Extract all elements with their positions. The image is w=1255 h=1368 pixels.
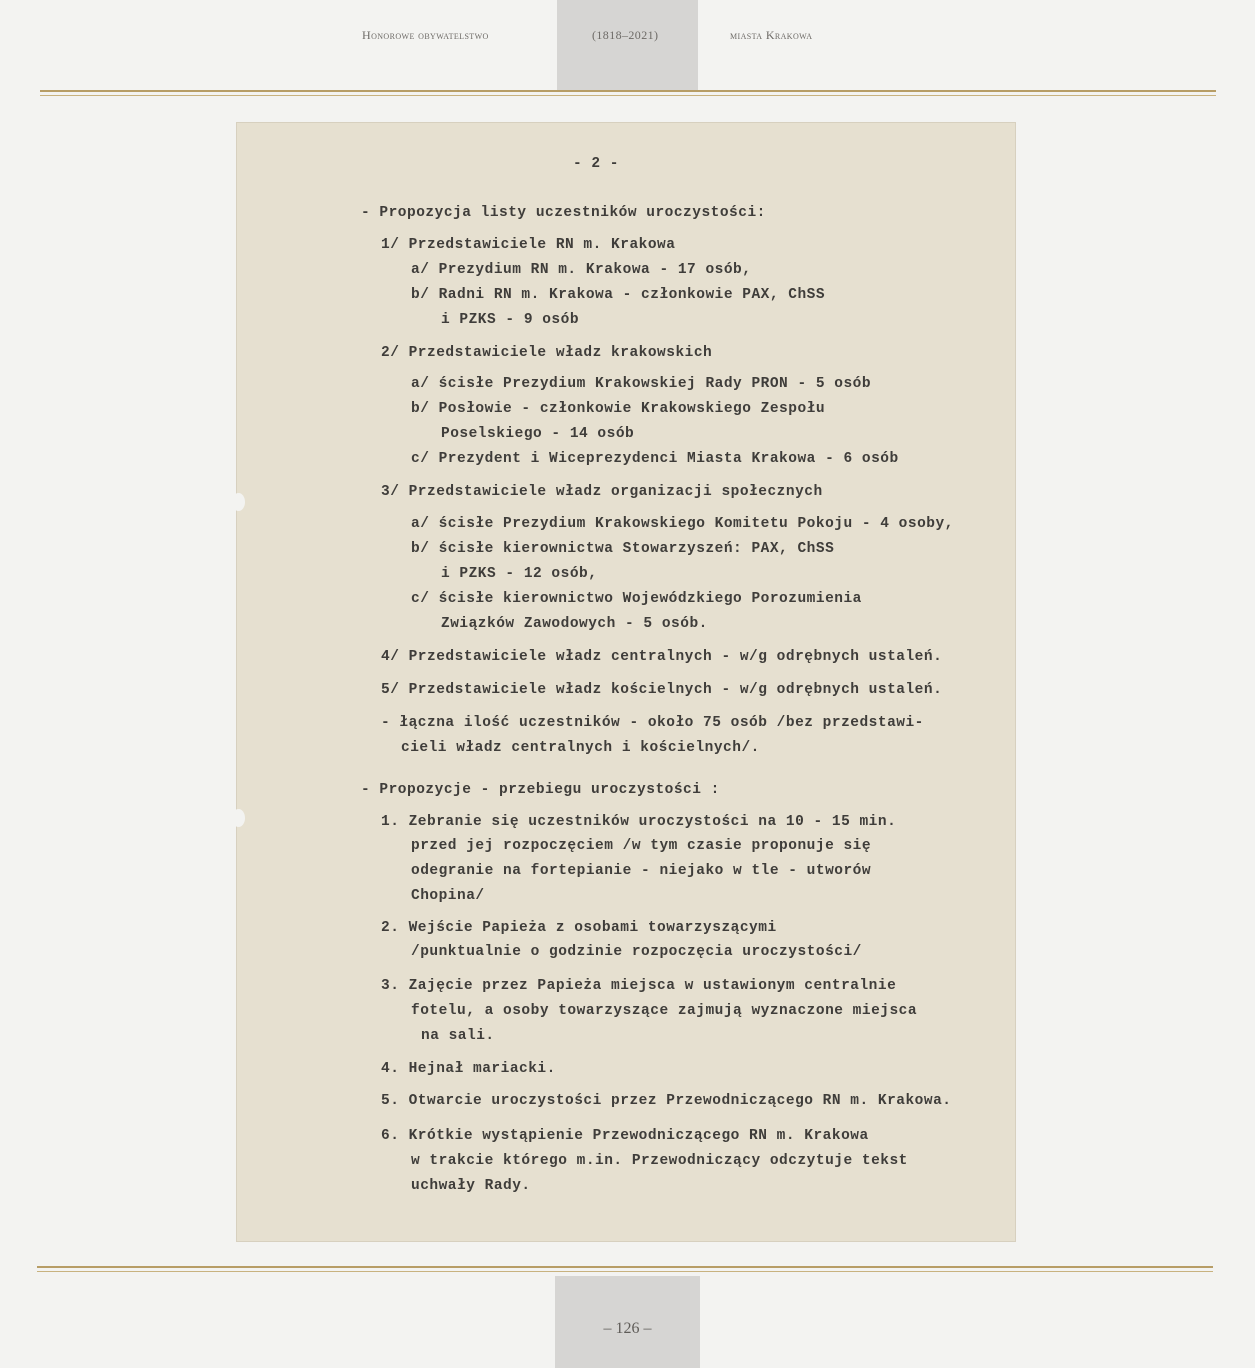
bottom-rule bbox=[37, 1266, 1213, 1268]
doc-line: Związków Zawodowych - 5 osób. bbox=[441, 616, 708, 632]
doc-line: /punktualnie o godzinie rozpoczęcia uroczystości/ bbox=[411, 944, 862, 960]
doc-line: 4/ Przedstawiciele władz centralnych - w/g odrębnych ustaleń. bbox=[381, 649, 943, 665]
doc-line: - Propozycja listy uczestników uroczystości: bbox=[361, 205, 766, 221]
doc-line: 5/ Przedstawiciele władz kościelnych - w/g odrębnych ustaleń. bbox=[381, 682, 943, 698]
doc-line: 4. Hejnał mariacki. bbox=[381, 1061, 556, 1077]
scanned-document bbox=[236, 122, 1016, 1242]
doc-line: b/ Radni RN m. Krakowa - członkowie PAX, ChSS bbox=[411, 287, 826, 303]
doc-line: - łączna ilość uczestników - około 75 osób /bez przedstawi- bbox=[381, 715, 924, 731]
doc-line: na sali. bbox=[421, 1028, 495, 1044]
doc-line: 1. Zebranie się uczestników uroczystości na 10 - 15 min. bbox=[381, 814, 897, 830]
punch-hole bbox=[232, 809, 245, 827]
header-center-band bbox=[557, 0, 698, 92]
running-header-right: miasta Krakowa bbox=[730, 28, 813, 42]
doc-line: 3. Zajęcie przez Papieża miejsca w ustawionym centralnie bbox=[381, 978, 897, 994]
doc-line: a/ ścisłe Prezydium Krakowskiej Rady PRON - 5 osób bbox=[411, 376, 872, 392]
doc-line: b/ ścisłe kierownictwa Stowarzyszeń: PAX, ChSS bbox=[411, 541, 835, 557]
doc-line: przed jej rozpoczęciem /w tym czasie proponuje się bbox=[411, 838, 872, 854]
punch-hole bbox=[232, 493, 245, 511]
document-page-mark: - 2 - bbox=[573, 156, 620, 172]
doc-line: - Propozycje - przebiegu uroczystości : bbox=[361, 782, 720, 798]
bottom-rule-thin bbox=[37, 1271, 1213, 1272]
doc-line: w trakcie którego m.in. Przewodniczący odczytuje tekst bbox=[411, 1153, 908, 1169]
doc-line: a/ Prezydium RN m. Krakowa - 17 osób, bbox=[411, 262, 752, 278]
doc-line: 1/ Przedstawiciele RN m. Krakowa bbox=[381, 237, 676, 253]
doc-line: 3/ Przedstawiciele władz organizacji społecznych bbox=[381, 484, 823, 500]
doc-line: 2/ Przedstawiciele władz krakowskich bbox=[381, 345, 713, 361]
doc-line: a/ ścisłe Prezydium Krakowskiego Komitetu Pokoju - 4 osoby, bbox=[411, 516, 954, 532]
doc-line: 2. Wejście Papieża z osobami towarzyszącymi bbox=[381, 920, 777, 936]
doc-line: b/ Posłowie - członkowie Krakowskiego Zespołu bbox=[411, 401, 826, 417]
doc-line: i PZKS - 9 osób bbox=[441, 312, 580, 328]
running-header-left: Honorowe obywatelstwo bbox=[362, 28, 489, 42]
top-rule bbox=[40, 90, 1216, 92]
doc-line: c/ ścisłe kierownictwo Wojewódzkiego Porozumienia bbox=[411, 591, 862, 607]
doc-line: 5. Otwarcie uroczystości przez Przewodniczącego RN m. Krakowa. bbox=[381, 1093, 952, 1109]
doc-line: Poselskiego - 14 osób bbox=[441, 426, 635, 442]
doc-line: uchwały Rady. bbox=[411, 1178, 531, 1194]
doc-line: Chopina/ bbox=[411, 888, 485, 904]
doc-line: i PZKS - 12 osób, bbox=[441, 566, 598, 582]
doc-line: 6. Krótkie wystąpienie Przewodniczącego RN m. Krakowa bbox=[381, 1128, 869, 1144]
doc-line: cieli władz centralnych i kościelnych/. bbox=[401, 740, 760, 756]
doc-line: odegranie na fortepianie - niejako w tle - utworów bbox=[411, 863, 872, 879]
page-number: – 126 – bbox=[603, 1320, 652, 1337]
doc-line: c/ Prezydent i Wiceprezydenci Miasta Krakowa - 6 osób bbox=[411, 451, 899, 467]
running-header-middle: (1818–2021) bbox=[592, 28, 659, 42]
doc-line: fotelu, a osoby towarzyszące zajmują wyznaczone miejsca bbox=[411, 1003, 918, 1019]
top-rule-thin bbox=[40, 95, 1216, 96]
